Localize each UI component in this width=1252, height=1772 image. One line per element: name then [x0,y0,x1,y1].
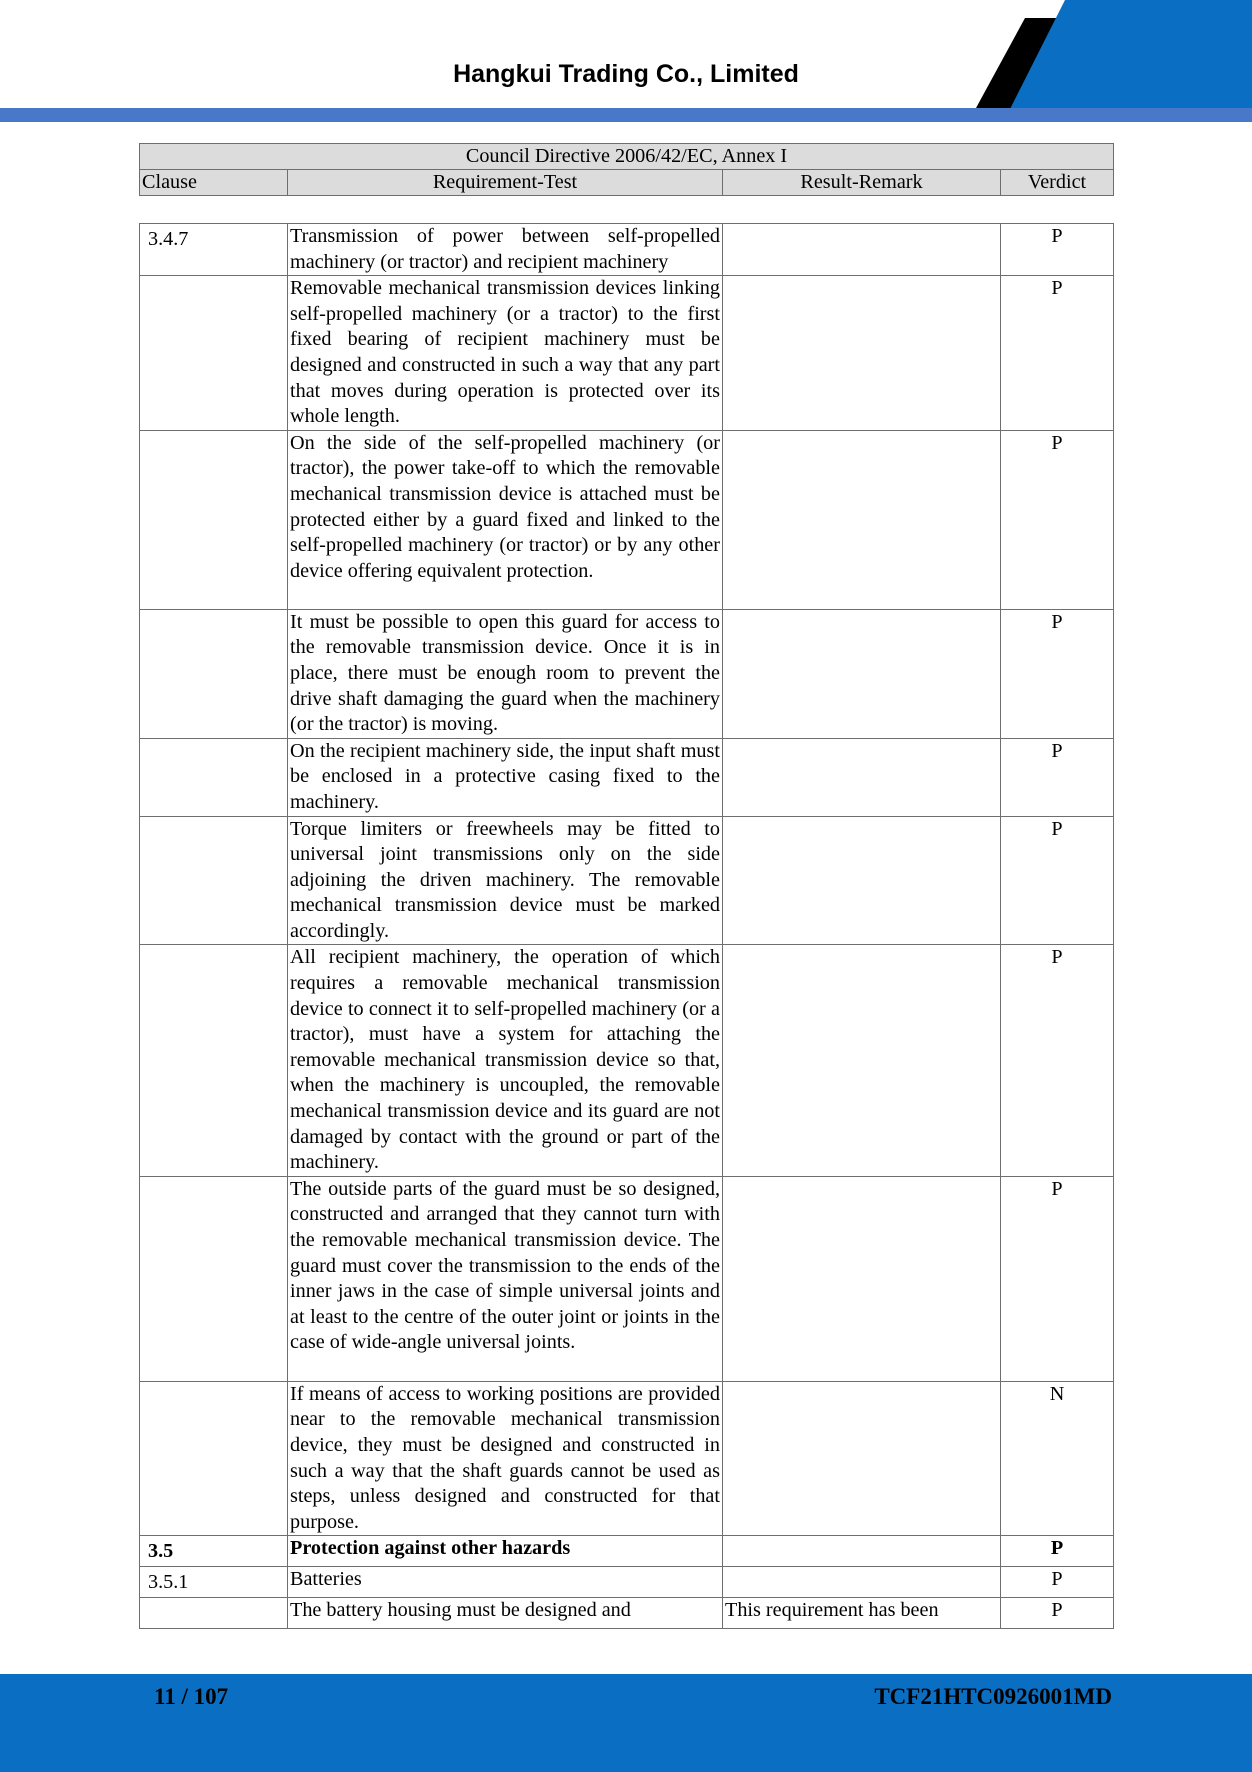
clause-cell: 3.4.7 [140,224,288,276]
remark-cell [723,276,1001,431]
table-row [140,945,1114,1176]
verdict-cell: N [1001,1381,1114,1536]
table-row [140,224,1114,276]
table-row [140,1381,1114,1536]
clause-cell: 3.5 [140,1536,288,1567]
requirement-cell: All recipient machinery, the operation of which requires a removable mechanical transmission device to connect it to self-propelled machinery (or a tractor), must have a system for attaching the removable mechanical transmission device so that, when the machinery is uncoupled, the removable mechanical transmission device and its guard are not damaged by contact with the ground or part of the machinery. [288,945,723,1176]
verdict-cell: P [1001,1536,1114,1567]
table-row [140,1176,1114,1381]
remark-cell: This requirement has been [723,1598,1001,1629]
requirement-cell: On the side of the self-propelled machinery (or tractor), the power take-off to which the removable mechanical transmission device is attached must be protected either by a guard fixed and linked to the self-propelled machinery (or tractor) or by any other device offering equivalent protection. [288,430,723,609]
table-header [139,143,1113,196]
clause-cell [140,1598,288,1629]
verdict-cell: P [1001,224,1114,276]
requirement-cell: Torque limiters or freewheels may be fitted to universal joint transmissions only on the side adjoining the driven machinery. The removable mechanical transmission device must be marked accordingly. [288,816,723,945]
table-row [140,430,1114,609]
verdict-cell: P [1001,1567,1114,1598]
requirement-cell: On the recipient machinery side, the input shaft must be enclosed in a protective casing fixed to the machinery. [288,738,723,816]
requirements-table [139,223,1113,1629]
header-band [0,108,1252,122]
requirement-cell: Batteries [288,1567,723,1598]
directive-title: Council Directive 2006/42/EC, Annex I [140,144,1114,170]
remark-cell [723,1567,1001,1598]
remark-cell [723,1381,1001,1536]
verdict-cell: P [1001,816,1114,945]
clause-cell [140,1176,288,1381]
clause-cell [140,816,288,945]
table-row [140,276,1114,431]
report-number: TCF21HTC0926001MD [874,1684,1112,1709]
clause-cell [140,738,288,816]
column-header-clause: Clause [140,170,288,196]
remark-cell [723,1176,1001,1381]
remark-cell [723,609,1001,738]
verdict-cell: P [1001,609,1114,738]
table-row [140,1567,1114,1598]
table-row [140,816,1114,945]
requirement-cell: Removable mechanical transmission devices linking self-propelled machinery (or a tractor) to the first fixed bearing of recipient machinery must be designed and constructed in such a way that any part that moves during operation is protected over its whole length. [288,276,723,431]
remark-cell [723,945,1001,1176]
verdict-cell: P [1001,1598,1114,1629]
table-row [140,738,1114,816]
table-row [140,609,1114,738]
remark-cell [723,1536,1001,1567]
column-header-requirement: Requirement-Test [288,170,723,196]
verdict-cell: P [1001,430,1114,609]
requirement-cell: Protection against other hazards [288,1536,723,1567]
company-name: Hangkui Trading Co., Limited [453,60,799,88]
requirement-cell: The battery housing must be designed and [288,1598,723,1629]
column-header-remark: Result-Remark [723,170,1001,196]
remark-cell [723,430,1001,609]
clause-cell [140,1381,288,1536]
clause-cell [140,945,288,1176]
remark-cell [723,224,1001,276]
verdict-cell: P [1001,1176,1114,1381]
clause-cell [140,276,288,431]
clause-cell [140,430,288,609]
page-number: 11 / 107 [154,1684,229,1709]
column-header-verdict: Verdict [1001,170,1114,196]
requirement-cell: Transmission of power between self-propelled machinery (or tractor) and recipient machinery [288,224,723,276]
verdict-cell: P [1001,945,1114,1176]
remark-cell [723,738,1001,816]
requirement-cell: If means of access to working positions are provided near to the removable mechanical transmission device, they must be designed and constructed in such a way that the shaft guards cannot be used as steps, unless designed and constructed for that purpose. [288,1381,723,1536]
requirement-cell: It must be possible to open this guard for access to the removable transmission device. Once it is in place, there must be enough room to prevent the drive shaft damaging the guard when the machinery (or the tractor) is moving. [288,609,723,738]
remark-cell [723,816,1001,945]
table-row [140,1536,1114,1567]
verdict-cell: P [1001,276,1114,431]
clause-cell: 3.5.1 [140,1567,288,1598]
verdict-cell: P [1001,738,1114,816]
table-row [140,1598,1114,1629]
requirement-cell: The outside parts of the guard must be so designed, constructed and arranged that they cannot turn with the removable mechanical transmission device. The guard must cover the transmission to the ends of the inner jaws in the case of simple universal joints and at least to the centre of the outer joint or joints in the case of wide-angle universal joints. [288,1176,723,1381]
clause-cell [140,609,288,738]
